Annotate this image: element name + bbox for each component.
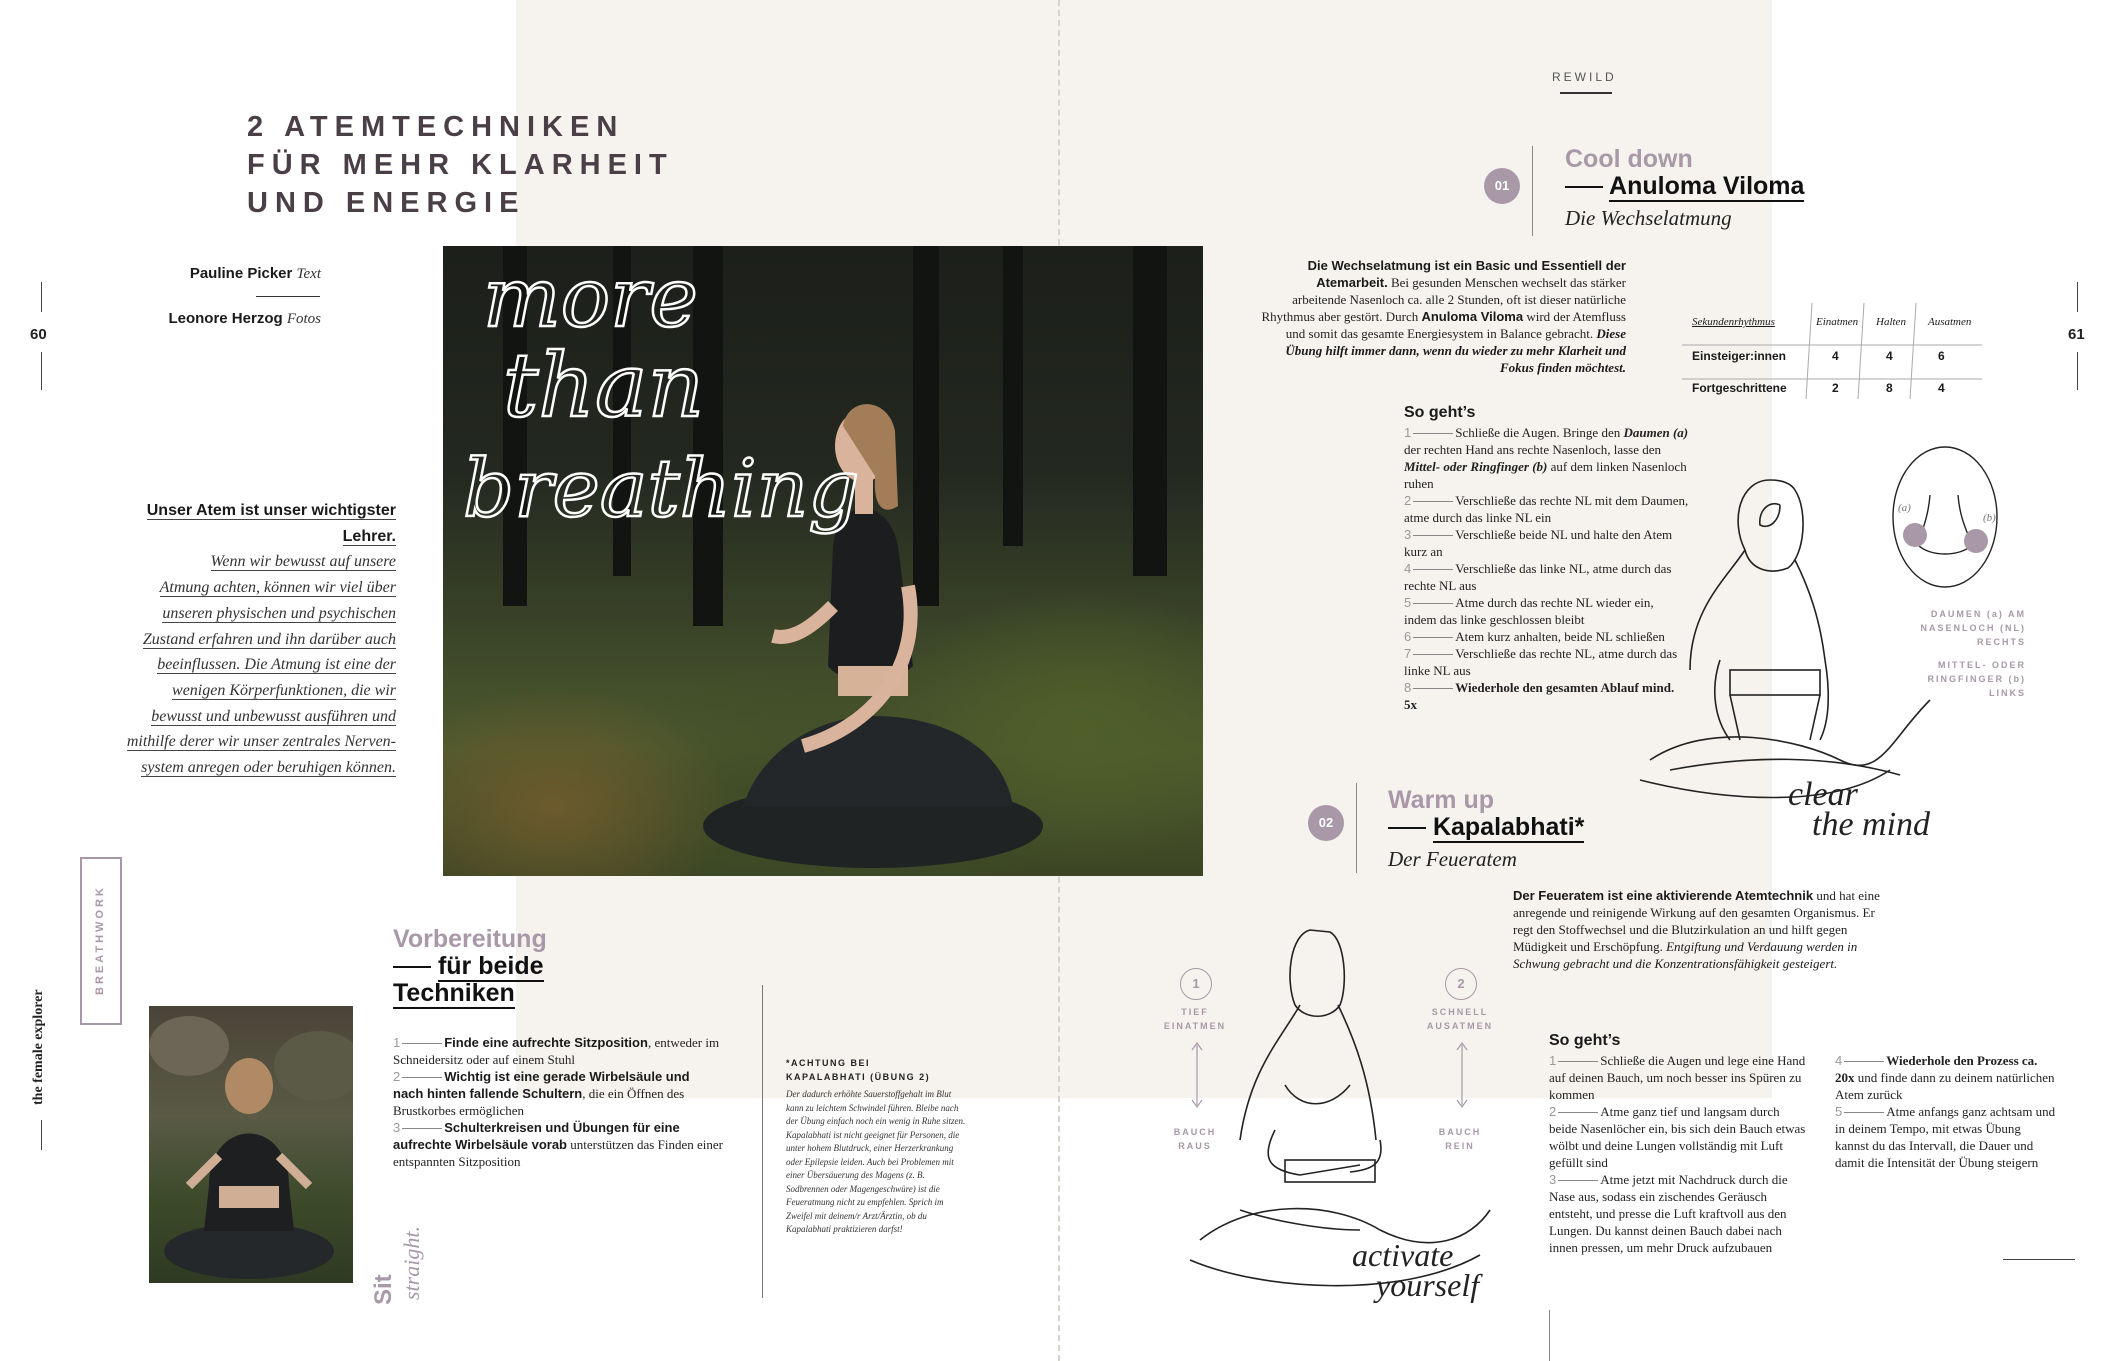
table-cell: 8 [1886, 381, 1893, 395]
note-text: Der dadurch erhöhte Sauerstoffgehalt im Blut kann zu leichtem Schwindel führen. Bleibe nach der Übung einfach noch ein wenig in Ruhe sitzen. Kapalabhati ist nicht geeignet für Personen, die unter hohem Blutdruck, einer Herzerkrankung oder Epilepsie leiden. Auch bei Problemen mit einer Übersäuerung des Magens (z. B. Sodbrennen oder Magengeschwüre) ist die Feueratmung nicht zu empfehlen. Sprich im Zweifel mit deinem/r Arzt/Ärztin, ob du Kapalabhati praktizieren darfst! [786, 1089, 966, 1234]
table-cell: 2 [1832, 381, 1839, 395]
label-a: (a) [1898, 502, 1911, 514]
technique1-name: Anuloma Viloma [1609, 172, 1805, 200]
prep-heading-line2: für beide [437, 952, 544, 980]
corner-rule [2003, 1259, 2075, 1260]
page-title [247, 108, 674, 222]
page-num-rule-top-right [2077, 282, 2078, 312]
hero-photo [443, 246, 1203, 876]
prep-step: 3 Schulterkreisen und Übungen für eine aufrechte Wirbelsäule vorab unterstützen das Finden einer entspannten Sitzposition [393, 1120, 723, 1169]
seated-figure [149, 1006, 353, 1283]
title-line-2: FÜR MEHR KLARHEIT [247, 149, 674, 181]
intro-lead: Unser Atem ist unser wichtigster Lehrer. [146, 502, 396, 545]
technique1-subtitle: Die Wechselatmung [1565, 206, 1732, 230]
step-item: 5 Atme anfangs ganz achtsam und in deinem Tempo, mit etwas Übung kannst du das Intervall, die Dauer und damit die Intensität der Übung steigern [1835, 1104, 2056, 1170]
page-number-right: 61 [2068, 326, 2085, 343]
seated-back-photo [149, 1006, 353, 1283]
credit-photographer [168, 310, 321, 328]
table-cell: 6 [1938, 349, 1945, 363]
technique2-heading-gray: Warm up [1388, 786, 1495, 814]
intro-line: Zustand erfahren und ihn darüber auch [142, 630, 396, 648]
intro-text [120, 498, 396, 781]
step-item: 1 Schließe die Augen und lege eine Hand auf deinen Bauch, um noch besser ins Spüren zu kommen [1549, 1053, 1806, 1102]
technique2-number: 02 [1308, 805, 1344, 841]
intro-line: Atmung achten, können wir viel über [159, 579, 396, 597]
step-item: 2 Atme ganz tief und langsam durch beide Nasenlöcher ein, bis sich dein Bauch etwas wölbt und deine Lungen vollständig mit Luft gefüllt sind [1549, 1104, 1806, 1170]
technique2-steps-col2 [1835, 1052, 2057, 1171]
page-num-rule-top [41, 282, 42, 312]
note-heading-2: KAPALABHATI (ÜBUNG 2) [786, 1071, 931, 1082]
step-item: 4 Wiederhole den Prozess ca. 20x und finde dann zu deinem natürlichen Atem zurück [1835, 1053, 2055, 1102]
technique1-heading [1565, 146, 1804, 200]
label-belly-in: BAUCH REIN [1438, 1127, 1482, 1151]
overlay-word-breathing: breathing [463, 442, 860, 535]
table-col-inhale: Einatmen [1816, 316, 1859, 328]
step-item: 2 Verschließe das rechte NL mit dem Daumen, atme durch das linke NL ein [1404, 493, 1689, 525]
magazine-name: the female explorer [31, 989, 46, 1105]
credit-divider [256, 296, 320, 297]
photographer-role: Fotos [286, 311, 321, 327]
kapalabhati-warning [786, 1057, 966, 1237]
category-label: BREATHWORK [94, 885, 106, 995]
sidebar-rule [41, 1120, 42, 1150]
author-role: Text [296, 266, 321, 282]
table-col-exhale: Ausatmen [1928, 316, 1972, 328]
note-heading-1: *ACHTUNG BEI [786, 1058, 871, 1068]
step-item: 7 Verschließe das rechte NL, atme durch das linke NL aus [1404, 646, 1678, 678]
technique1-heading-gray: Cool down [1565, 145, 1693, 173]
handwritten-overlay [463, 246, 863, 576]
intro-line: mithilfe derer wir unser zentrales Nerven- [126, 733, 396, 751]
technique2-name: Kapalabhati* [1432, 813, 1585, 841]
prep-step: 2 Wichtig ist eine gerade Wirbelsäule und nach hinten fallende Schultern, die ein Öffnen des Brustkorbes ermöglichen [393, 1069, 690, 1118]
activate-yourself-script: activate yourself [1352, 1237, 1480, 1303]
bottom-rule [1549, 1310, 1550, 1361]
category-box [80, 857, 122, 1025]
technique2-rule [1356, 783, 1357, 873]
page-num-rule-bottom [41, 352, 42, 390]
sit-word: Sit [370, 1274, 397, 1305]
section-tag: REWILD [1552, 70, 1617, 84]
technique1-howto: So geht’s [1404, 404, 1476, 421]
title-line-1: 2 ATEMTECHNIKEN [247, 111, 625, 143]
technique1-rule [1532, 146, 1533, 236]
step-item: 1 Schließe die Augen. Bringe den Daumen (a) der rechten Hand ans rechte Nasenloch, lasse den Mittel- oder Ringfinger (b) auf dem linken Nasenloch ruhen [1404, 425, 1689, 491]
title-line-3: UND ENERGIE [247, 187, 526, 219]
thumb-label: DAUMEN (a) AM NASENLOCH (NL) RECHTS [1920, 609, 2026, 647]
step-item: 6 Atem kurz anhalten, beide NL schließen [1404, 629, 1665, 644]
intro-line: bewusst und unbewusst ausführen und [151, 707, 396, 725]
finger-label: MITTEL- ODER RINGFINGER (b) LINKS [1927, 660, 2026, 698]
section-tag-underline [1560, 92, 1612, 94]
label-b: (b) [1983, 512, 1996, 524]
table-col-hold: Halten [1876, 316, 1906, 328]
photographer-name: Leonore Herzog [168, 310, 283, 327]
intro-line: Wenn wir bewusst auf unsere [210, 553, 396, 571]
table-corner: Sekundenrhythmus [1692, 316, 1775, 328]
technique1-intro: Die Wechselatmung ist ein Basic und Essentiell der Atemarbeit. Bei gesunden Menschen wechselt das stärker arbeitende Nasenloch ca. alle 2 Stunden, oft ist dieser natürliche Rhythmus aber gestört. Durch Anuloma Viloma wird der Atemfluss und somit das gesamte Energiesystem in Balance gebracht. Diese Übung hilft immer dann, wenn du wieder zu mehr Klarheit und Fokus finden möchtest. [1261, 258, 1626, 375]
page-number-left: 60 [30, 326, 47, 343]
step-item: 5 Atme durch das rechte NL wieder ein, indem das linke geschlossen bleibt [1404, 595, 1654, 627]
technique2-intro: Der Feueratem ist eine aktivierende Atemtechnik und hat eine anregende und reinigende Wirkung auf den gesamten Organismus. Er regt den Stoffwechsel und die Blutzirkulation an und hilft gegen Müdigkeit und Erschöpfung. Entgiftung und Verdauung werden in Schwung gebracht und die Konzentrationsfähigkeit gesteigert. [1513, 888, 1880, 971]
table-cell: 4 [1886, 349, 1893, 363]
author-name: Pauline Picker [189, 265, 293, 282]
intro-line: unseren physischen und psychischen [162, 604, 396, 622]
label-inhale: TIEF EINATMEN [1163, 1007, 1227, 1031]
prep-heading [393, 926, 547, 1007]
overlay-word-than: than [503, 334, 705, 437]
technique2-heading [1388, 787, 1584, 841]
page-num-rule-bottom-right [2077, 352, 2078, 390]
technique2-howto: So geht’s [1549, 1032, 1621, 1049]
rhythm-table [1692, 313, 1992, 408]
technique1-number: 01 [1484, 168, 1520, 204]
step-two-circle: 2 [1445, 968, 1477, 1000]
step-item: 3 Verschließe beide NL und halte den Atem kurz an [1404, 527, 1673, 559]
technique2-steps-col1 [1549, 1052, 1811, 1256]
table-cell: 4 [1832, 349, 1839, 363]
intro-line: system anregen oder beruhigen können. [141, 759, 396, 777]
technique2-subtitle: Der Feueratem [1388, 847, 1517, 871]
overlay-word-more: more [483, 251, 698, 346]
step-one-circle: 1 [1180, 968, 1212, 1000]
prep-heading-line3: Techniken [393, 979, 515, 1007]
table-row-label: Fortgeschrittene [1692, 381, 1787, 395]
table-cell: 4 [1938, 381, 1945, 395]
label-belly-out: BAUCH RAUS [1173, 1127, 1217, 1151]
step-item: 3 Atme jetzt mit Nachdruck durch die Nase aus, sodass ein zischendes Geräusch entsteht, und presse die Luft kraftvoll aus den Lungen. Du kannst deinen Bauch dabei nach innen pressen, um mehr Druck aufzubauen [1549, 1172, 1788, 1255]
straight-word: straight. [399, 1226, 424, 1300]
step-item: 8 Wiederhole den gesamten Ablauf mind. 5x [1404, 680, 1675, 712]
credit-author [190, 265, 321, 283]
prep-heading-gray: Vorbereitung [393, 925, 547, 953]
prep-step: 1 Finde eine aufrechte Sitzposition, entweder im Schneidersitz oder auf einem Stuhl [393, 1035, 720, 1067]
intro-line: beeinflussen. Die Atmung ist eine der [157, 656, 396, 674]
label-exhale: SCHNELL AUSATMEN [1426, 1007, 1494, 1031]
table-row-label: Einsteiger:innen [1692, 349, 1787, 363]
intro-line: wenigen Körperfunktionen, die wir [172, 681, 396, 699]
clear-the-mind-script: clear the mind [1788, 776, 1931, 843]
step-item: 4 Verschließe das linke NL, atme durch das rechte NL aus [1404, 561, 1672, 593]
note-divider [762, 985, 763, 1298]
prep-steps [393, 1034, 723, 1170]
